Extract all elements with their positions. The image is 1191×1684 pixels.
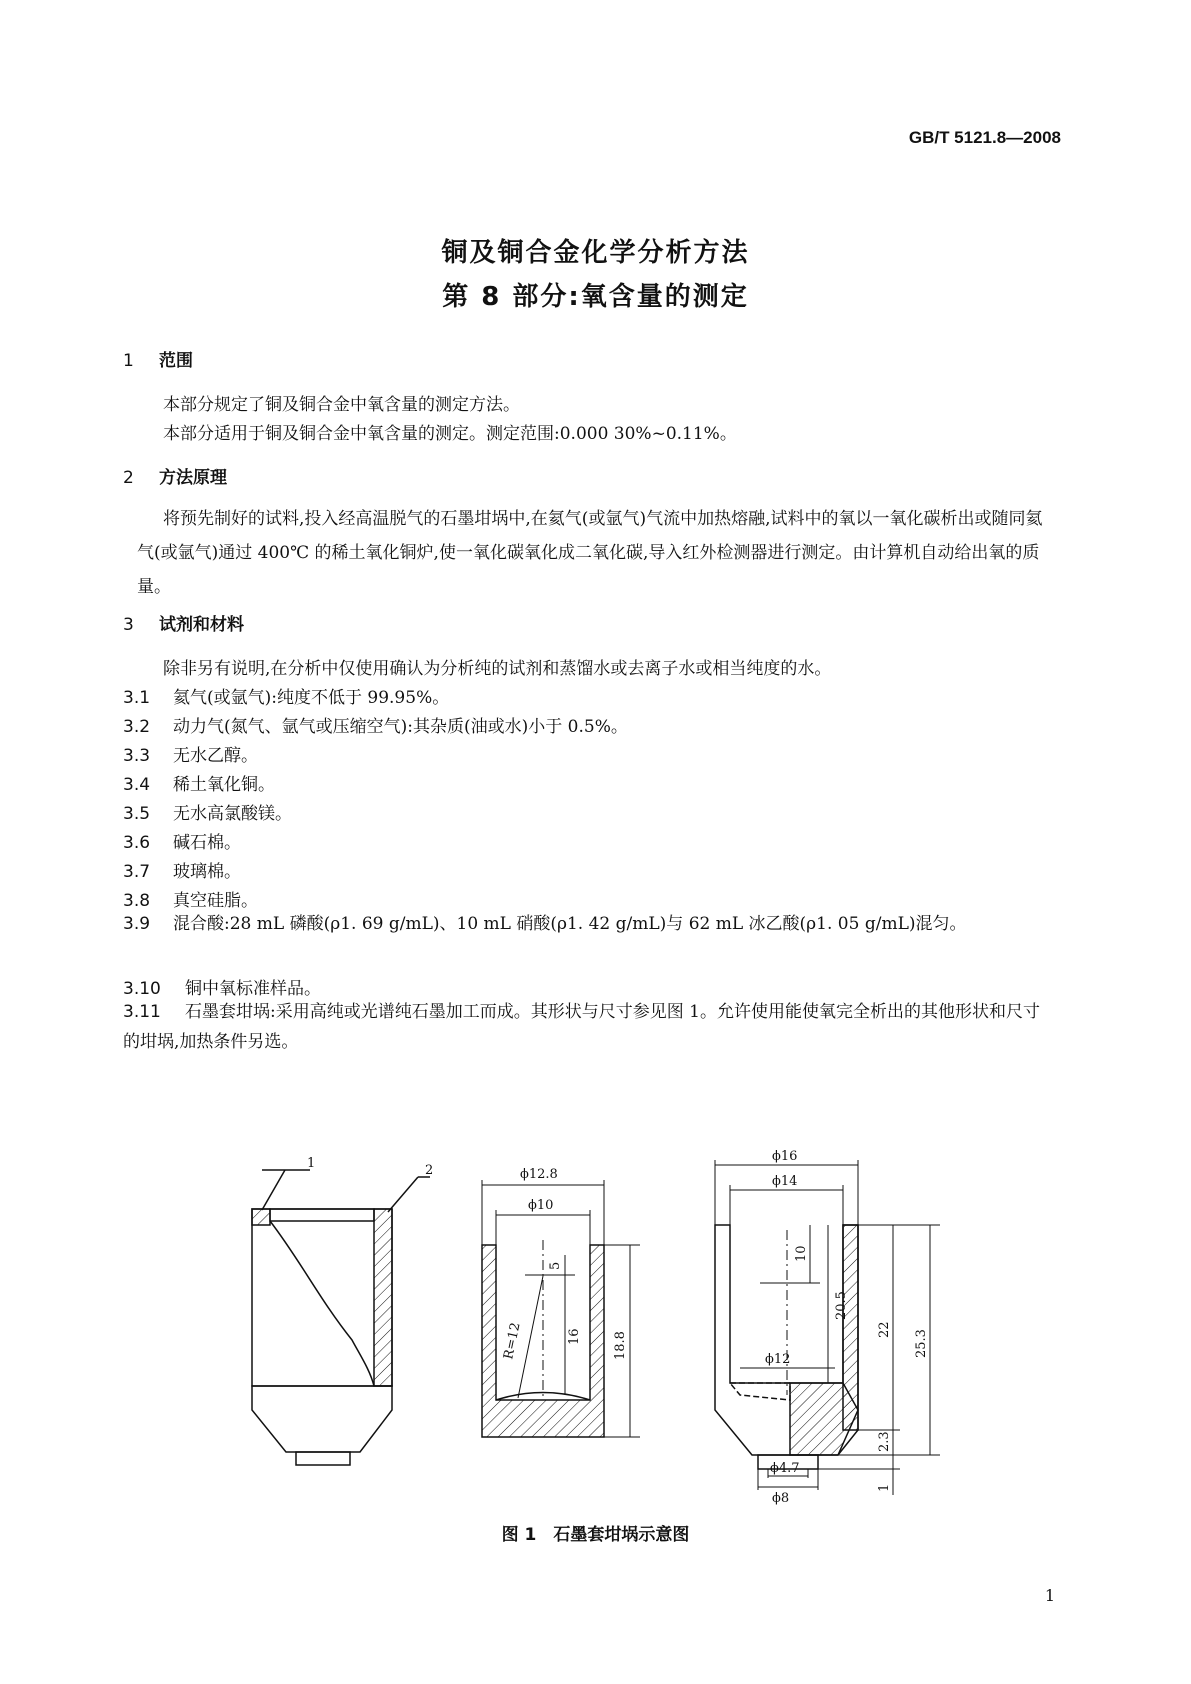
reagent-item: 3.9 混合酸:28 mL 磷酸(ρ1. 69 g/mL)、10 mL 硝酸(ρ1. 42 g/mL)与 62 mL 冰乙酸(ρ1. 05 g/mL)混匀。	[123, 914, 967, 934]
dimension-label: R=12	[501, 1321, 524, 1361]
dimension-label: 1	[877, 1483, 892, 1492]
reagent-item: 3.1 氦气(或氩气):纯度不低于 99.95%。	[123, 688, 450, 708]
part-label: 2	[425, 1163, 434, 1178]
standard-number: GB/T 5121.8—2008	[908, 128, 1061, 147]
crucible-figure	[0, 1150, 1191, 1520]
reagent-item: 3.3 无水乙醇。	[123, 746, 258, 766]
section-title: 试剂和材料	[159, 615, 244, 635]
dimension-label: 5	[548, 1261, 563, 1270]
assembled-crucible-drawing	[252, 1170, 430, 1465]
document-title: 铜及铜合金化学分析方法	[441, 238, 750, 268]
dimension-label: ϕ14	[772, 1174, 798, 1189]
part-label: 1	[307, 1156, 316, 1171]
page-number: 1	[1044, 1586, 1055, 1605]
dimension-label: ϕ12	[765, 1352, 791, 1367]
section-number: 3	[123, 615, 134, 635]
section-1-paragraph-2: 本部分适用于铜及铜合金中氧含量的测定。测定范围:0.000 30%~0.11%。	[163, 424, 737, 444]
dimension-label: ϕ8	[772, 1491, 790, 1506]
section-1-heading	[123, 346, 193, 371]
dimension-label: 18.8	[613, 1331, 628, 1360]
dimension-label: ϕ4.7	[770, 1461, 800, 1476]
reagent-item: 3.7 玻璃棉。	[123, 862, 241, 882]
section-number: 1	[123, 351, 134, 371]
reagent-item: 3.8 真空硅脂。	[123, 891, 258, 911]
figure-caption: 图 1 石墨套坩埚示意图	[501, 1525, 690, 1545]
reagent-item: 3.11 石墨套坩埚:采用高纯或光谱纯石墨加工而成。其形状与尺寸参见图 1。允许使用能使氧完全析出的其他形状和尺寸的坩埚,加热条件另选。	[123, 1002, 1040, 1052]
reagent-item: 3.10 铜中氧标准样品。	[123, 979, 321, 999]
dimension-label: 25.3	[914, 1329, 929, 1358]
dimension-label: ϕ10	[528, 1198, 554, 1213]
outer-crucible-drawing	[715, 1160, 940, 1495]
dimension-label: 2.3	[877, 1431, 892, 1452]
section-2-heading	[123, 463, 227, 488]
dimension-label: 22	[877, 1321, 892, 1338]
section-3-heading	[123, 610, 244, 635]
reagent-item: 3.6 碱石棉。	[123, 833, 241, 853]
section-title: 方法原理	[159, 468, 227, 488]
dimension-label: 16	[567, 1328, 582, 1345]
section-number: 2	[123, 468, 134, 488]
section-2-paragraph: 将预先制好的试料,投入经高温脱气的石墨坩埚中,在氦气(或氩气)气流中加热熔融,试料中的氧以一氧化碳析出或随同氦气(或氩气)通过 400℃ 的稀土氧化铜炉,使一氧化碳氧化成二氧化碳,导入红外检测器进行测定。由计算机自动给出氧的质量。	[137, 509, 1043, 597]
reagent-item: 3.2 动力气(氮气、氩气或压缩空气):其杂质(油或水)小于 0.5%。	[123, 717, 628, 737]
dimension-label: 20.5	[834, 1291, 849, 1320]
section-3-paragraph: 除非另有说明,在分析中仅使用确认为分析纯的试剂和蒸馏水或去离子水或相当纯度的水。	[163, 659, 832, 679]
reagent-item: 3.4 稀土氧化铜。	[123, 775, 275, 795]
section-title: 范围	[159, 351, 193, 371]
inner-crucible-drawing	[482, 1180, 640, 1437]
dimension-label: ϕ12.8	[520, 1167, 558, 1182]
dimension-label: ϕ16	[772, 1150, 798, 1164]
dimension-label: 10	[794, 1245, 809, 1262]
section-1-paragraph-1: 本部分规定了铜及铜合金中氧含量的测定方法。	[163, 395, 520, 415]
document-subtitle: 第 8 部分:氧含量的测定	[442, 282, 749, 312]
reagent-item: 3.5 无水高氯酸镁。	[123, 804, 292, 824]
